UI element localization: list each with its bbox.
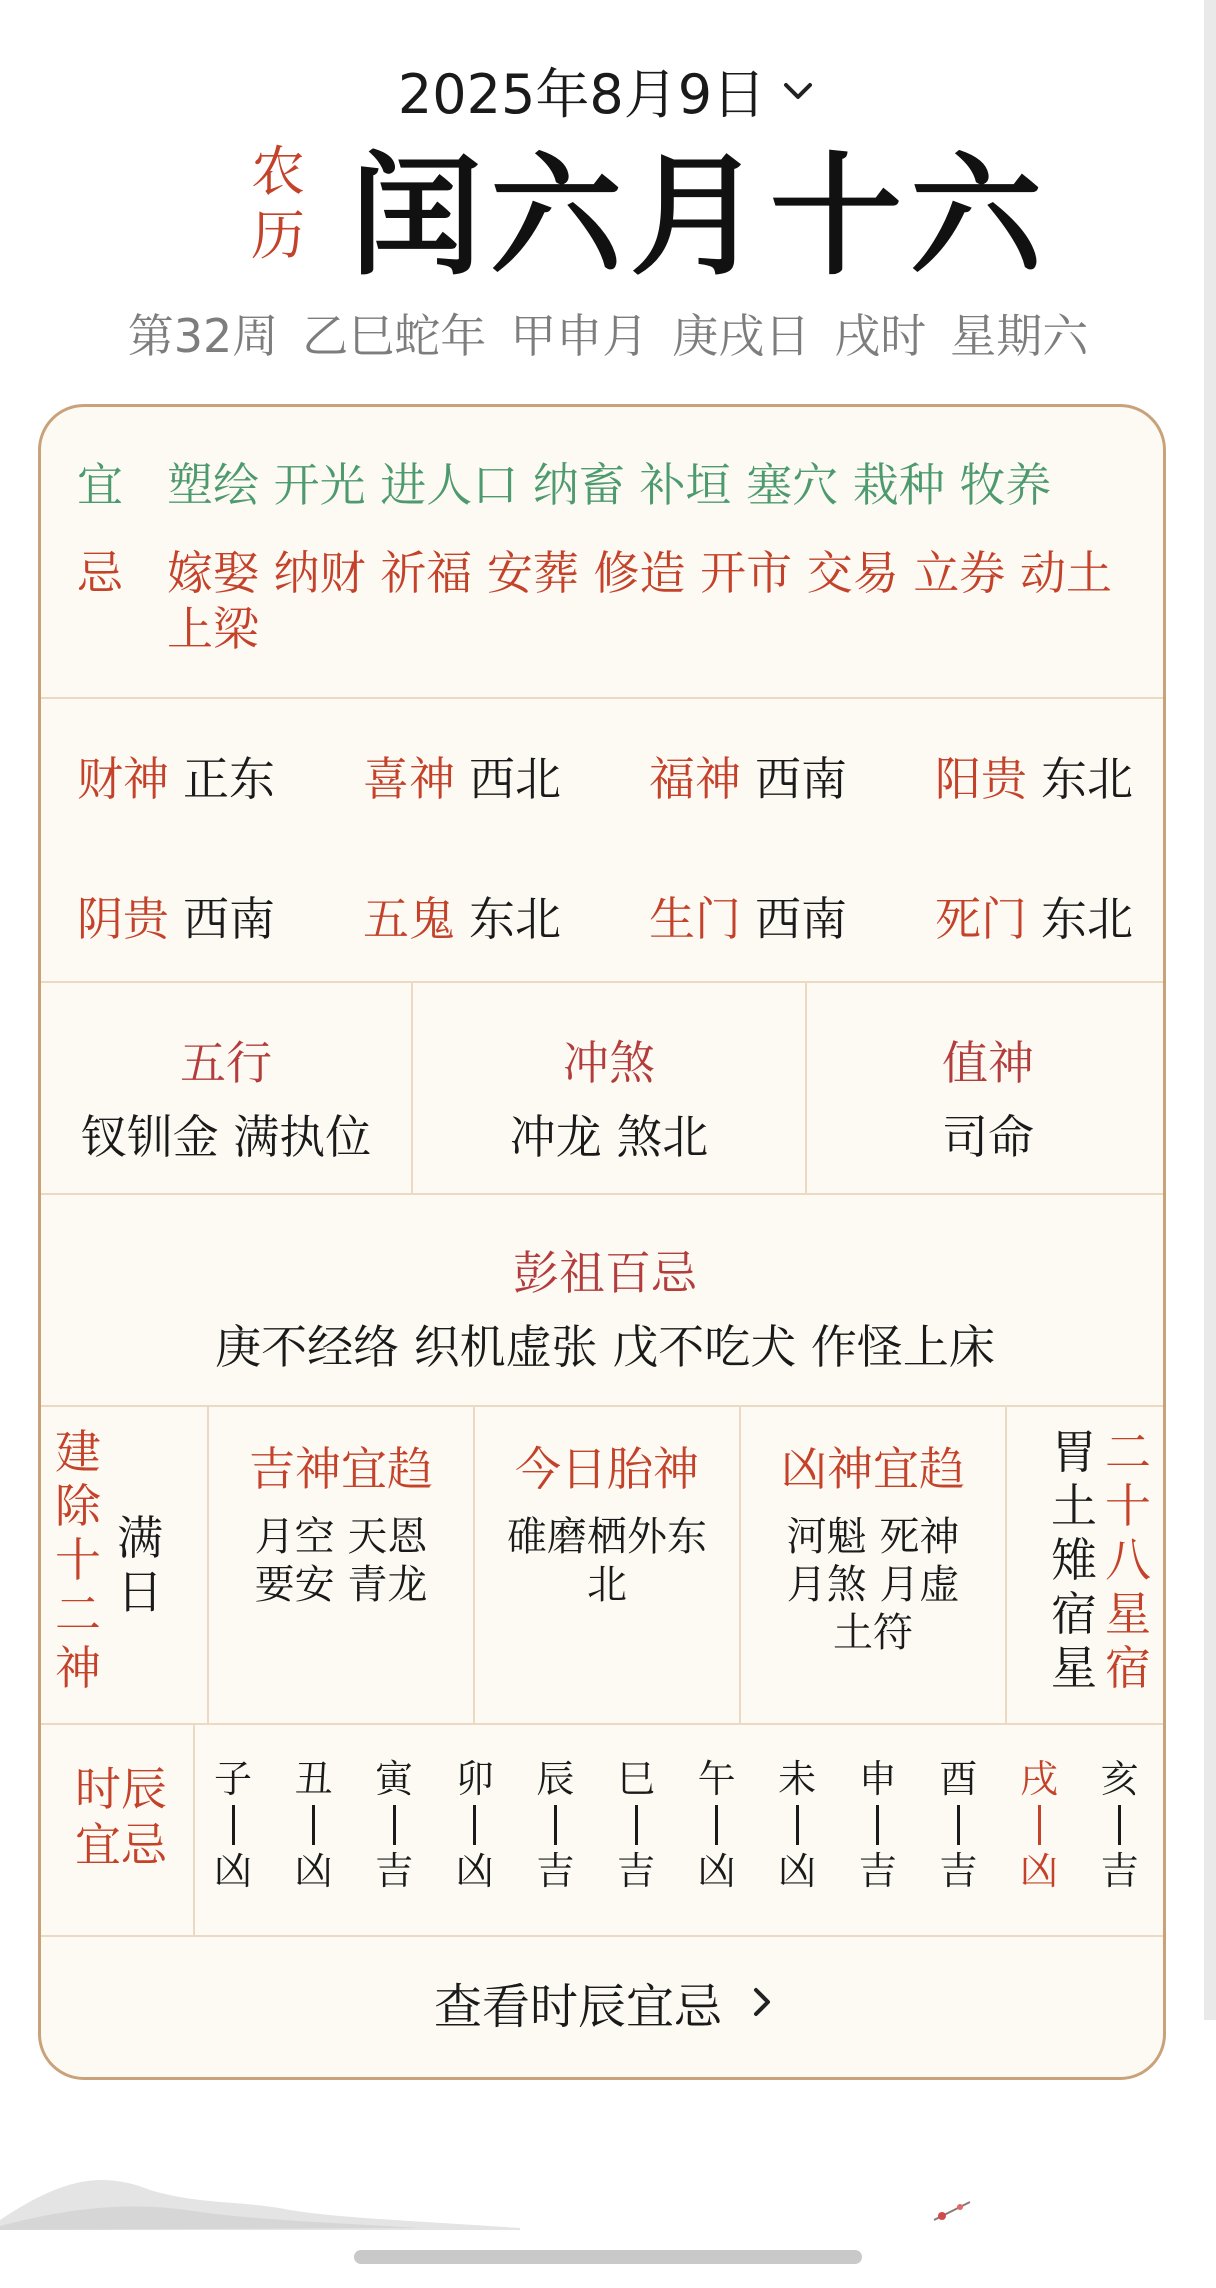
view-shichen-label: 查看时辰宜忌 xyxy=(433,1978,722,2035)
god-item: 阳贵 东北 xyxy=(935,752,1133,806)
ji-row xyxy=(77,545,1147,657)
lunar-tag-char: 历 xyxy=(251,204,305,267)
shichen-item xyxy=(848,1753,908,1897)
shichen-item xyxy=(525,1753,585,1897)
shichen-separator xyxy=(312,1805,315,1845)
god-item: 财神 正东 xyxy=(77,752,275,806)
chongsha-title: 冲煞 xyxy=(563,1036,655,1090)
shichen-separator xyxy=(554,1805,557,1845)
ji-label: 忌 xyxy=(77,546,123,600)
shichen-item xyxy=(284,1753,344,1897)
wuxing-title: 五行 xyxy=(180,1036,272,1090)
shichen-item xyxy=(767,1753,827,1897)
lunar-tag xyxy=(248,140,308,268)
mountain-decoration xyxy=(0,2150,520,2230)
xiu-value: 胃 土 雉 宿 星 xyxy=(1051,1425,1097,1695)
shichen-zhi: 午 xyxy=(697,1757,736,1801)
chevron-right-icon xyxy=(748,1982,776,2022)
shichen-item xyxy=(687,1753,747,1897)
pengzu-title: 彭祖百忌 xyxy=(513,1246,697,1300)
ganzhi-info xyxy=(0,300,1216,366)
shichen-result: 吉 xyxy=(536,1849,575,1893)
shichen-result: 凶 xyxy=(697,1849,736,1893)
shichen-label: 时辰 宜忌 xyxy=(75,1762,167,1872)
xiu-label: 二 十 八 星 宿 xyxy=(1105,1425,1151,1695)
god-item: 五鬼 东北 xyxy=(363,892,561,946)
pengzu-value: 庚不经络 织机虚张 戊不吃犬 作怪上床 xyxy=(215,1320,995,1374)
shichen-item xyxy=(445,1753,505,1897)
almanac-card xyxy=(38,404,1166,2080)
god-item: 喜神 西北 xyxy=(363,752,561,806)
ji-items: 嫁娶 纳财 祈福 安葬 修造 开市 交易 立券 动土 上梁 xyxy=(167,546,1112,656)
yi-items: 塑绘 开光 进人口 纳畜 补垣 塞穴 栽种 牧养 xyxy=(167,458,1052,512)
jishen-list: 月空 天恩 要安 青龙 xyxy=(254,1514,428,1608)
shichen-item xyxy=(928,1753,988,1897)
shichen-separator xyxy=(715,1805,718,1845)
wuxing-value: 钗钏金 满执位 xyxy=(80,1110,372,1164)
divider xyxy=(41,697,1163,699)
divider xyxy=(1005,1407,1007,1723)
lunar-date: 闰六月十六 xyxy=(350,140,1050,294)
shichen-item xyxy=(364,1753,424,1897)
jianchu-label: 建 除 十 二 神 xyxy=(55,1425,101,1695)
divider xyxy=(41,1193,1163,1195)
shichen-item xyxy=(203,1753,263,1897)
taishen-list: 碓磨栖外东 北 xyxy=(507,1514,707,1608)
shichen-result: 凶 xyxy=(294,1849,333,1893)
divider xyxy=(41,1405,1163,1407)
shichen-zhi: 子 xyxy=(213,1757,252,1801)
shichen-item xyxy=(606,1753,666,1897)
chongsha-value: 冲龙 煞北 xyxy=(509,1110,709,1164)
shichen-zhi: 未 xyxy=(778,1757,817,1801)
shichen-separator xyxy=(1038,1805,1041,1845)
god-item: 死门 东北 xyxy=(935,892,1133,946)
shichen-result: 吉 xyxy=(616,1849,655,1893)
hour-ganzhi: 戌时 xyxy=(834,309,927,363)
zhishen-title: 值神 xyxy=(942,1036,1034,1090)
shichen-item xyxy=(1009,1753,1069,1897)
xiongshen-list: 河魁 死神 月煞 月虚 土符 xyxy=(786,1514,960,1656)
shichen-separator xyxy=(393,1805,396,1845)
weekday: 星期六 xyxy=(950,309,1089,363)
jianchu-value: 满 日 xyxy=(117,1511,163,1619)
divider xyxy=(193,1725,195,1935)
shichen-zhi: 辰 xyxy=(536,1757,575,1801)
view-shichen-button[interactable] xyxy=(41,1927,1166,2077)
god-item: 阴贵 西南 xyxy=(77,892,275,946)
shichen-zhi: 巳 xyxy=(616,1757,655,1801)
shichen-separator xyxy=(635,1805,638,1845)
day-ganzhi: 庚戌日 xyxy=(672,309,811,363)
shichen-item xyxy=(1090,1753,1150,1897)
yi-row xyxy=(77,457,1147,513)
shichen-zhi: 丑 xyxy=(294,1757,333,1801)
shichen-zhi: 申 xyxy=(858,1757,897,1801)
shichen-separator xyxy=(876,1805,879,1845)
shichen-zhi: 寅 xyxy=(375,1757,414,1801)
year-ganzhi: 乙巳蛇年 xyxy=(302,309,487,363)
shichen-separator xyxy=(473,1805,476,1845)
shichen-zhi: 卯 xyxy=(455,1757,494,1801)
god-item: 生门 西南 xyxy=(649,892,847,946)
divider xyxy=(41,1723,1163,1725)
date-selector[interactable] xyxy=(0,52,1216,129)
plum-blossom-icon xyxy=(930,2196,974,2226)
shichen-result: 凶 xyxy=(778,1849,817,1893)
date-text: 2025年8月9日 xyxy=(397,63,767,126)
shichen-result: 吉 xyxy=(939,1849,978,1893)
week-number: 第32周 xyxy=(127,309,279,363)
scrollbar-track[interactable] xyxy=(1204,0,1216,2020)
shichen-result: 凶 xyxy=(455,1849,494,1893)
home-indicator[interactable] xyxy=(354,2250,862,2264)
shichen-result: 吉 xyxy=(375,1849,414,1893)
lunar-tag-char: 农 xyxy=(251,140,305,203)
shichen-zhi: 酉 xyxy=(939,1757,978,1801)
shichen-result: 凶 xyxy=(213,1849,252,1893)
chevron-down-icon xyxy=(778,71,818,111)
shichen-zhi: 戌 xyxy=(1019,1757,1058,1801)
yi-label: 宜 xyxy=(77,458,123,512)
shichen-separator xyxy=(957,1805,960,1845)
shichen-zhi: 亥 xyxy=(1100,1757,1139,1801)
month-ganzhi: 甲申月 xyxy=(510,309,649,363)
god-item: 福神 西南 xyxy=(649,752,847,806)
shichen-result: 吉 xyxy=(1100,1849,1139,1893)
zhishen-value: 司命 xyxy=(942,1110,1034,1164)
shichen-result: 吉 xyxy=(858,1849,897,1893)
divider xyxy=(41,981,1163,983)
xiongshen-title: 凶神宜趋 xyxy=(781,1442,965,1496)
shichen-separator xyxy=(1118,1805,1121,1845)
jishen-title: 吉神宜趋 xyxy=(249,1442,433,1496)
taishen-title: 今日胎神 xyxy=(515,1442,699,1496)
shichen-separator xyxy=(232,1805,235,1845)
shichen-result: 凶 xyxy=(1019,1849,1058,1893)
shichen-separator xyxy=(796,1805,799,1845)
